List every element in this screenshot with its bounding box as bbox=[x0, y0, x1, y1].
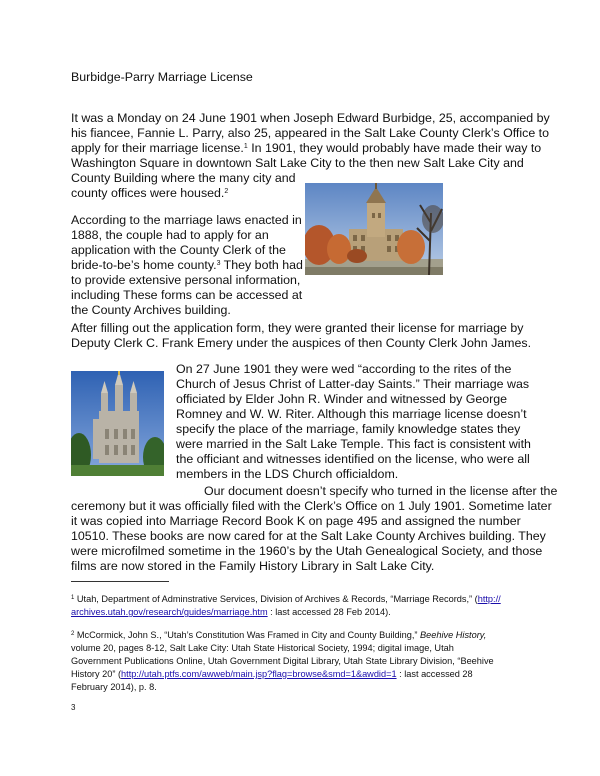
paragraph-line: ceremony but it was officially filed with the Clerk’s Office on 1 July 1901. Sometime later bbox=[71, 499, 552, 513]
paragraph-line: Church of Jesus Christ of Latter-day Saints.” Their marriage was bbox=[176, 377, 530, 391]
paragraph-line: Our document doesn’t specify who turned in the license after the bbox=[204, 484, 558, 498]
city-county-building-photo bbox=[305, 183, 443, 275]
paragraph-line: Romney and W. W. Riter. Although this marriage license doesn’t bbox=[176, 407, 527, 421]
paragraph-line: bride-to-be’s home county.$^3$ They both had bbox=[71, 258, 303, 272]
paragraph-line: to provide extensive personal information, bbox=[71, 273, 301, 287]
footnote-link[interactable]: http://utah.ptfs.com/awweb/main.jsp?flag=browse&smd=1&awdid=1 bbox=[121, 669, 397, 679]
paragraph-line: members in the LDS Church officialdom. bbox=[176, 467, 399, 481]
paragraph-line: his fiancee, Fannie L. Parry, also 25, appeared in the Salt Lake County Clerk’s Office to bbox=[71, 126, 549, 140]
paragraph-line: the County Archives building. bbox=[71, 303, 231, 317]
footnote-2-cont: February 2014), p. 8. bbox=[71, 682, 157, 692]
paragraph-line: including These forms can be accessed at bbox=[71, 288, 303, 302]
paragraph-line: county offices were housed.$^2$ bbox=[71, 186, 229, 200]
paragraph-line: films are now stored in the Family History Library in Salt Lake City. bbox=[71, 559, 435, 573]
footnote-2-cont: Government Publications Online, Utah Government Digital Library, Utah State Library Division, “Beehive bbox=[71, 656, 494, 666]
page-title: Burbidge-Parry Marriage License bbox=[71, 70, 253, 84]
paragraph-line: On 27 June 1901 they were wed “according to the rites of the bbox=[176, 362, 512, 376]
paragraph-line: It was a Monday on 24 June 1901 when Joseph Edward Burbidge, 25, accompanied by bbox=[71, 111, 550, 125]
paragraph-line: County Building where the many city and bbox=[71, 171, 296, 185]
paragraph-line: specify the place of the marriage, family knowledge states they bbox=[176, 422, 521, 436]
footnote-ref[interactable]: 2 bbox=[224, 188, 229, 195]
paragraph-line: After filling out the application form, they were granted their license for marriage by bbox=[71, 321, 524, 335]
footnote-2-cont: volume 20, pages 8-12, Salt Lake City: Utah State Historical Society, 1994; digital image, Utah bbox=[71, 643, 454, 653]
paragraph-line: According to the marriage laws enacted in bbox=[71, 213, 302, 227]
salt-lake-temple-photo bbox=[71, 371, 164, 476]
page-number: 3 bbox=[71, 703, 76, 712]
footnote-1-cont: archives.utah.gov/research/guides/marriage.htm : last accessed 28 Feb 2014). bbox=[71, 607, 391, 617]
paragraph-line: the officiant and witnesses identified on the license, who were all bbox=[176, 452, 530, 466]
paragraph-line: officiated by Elder John R. Winder and witnessed by George bbox=[176, 392, 508, 406]
footnote-ref[interactable]: 3 bbox=[216, 260, 221, 267]
footnote-link[interactable]: archives.utah.gov/research/guides/marriage.htm bbox=[71, 607, 268, 617]
footnote-1: $^1$ Utah, Department of Adminstrative Services, Division of Archives & Records, “Marriage Records,” (http:// bbox=[71, 594, 501, 604]
paragraph-line: 10510. These books are now cared for at the Salt Lake County Archives building. They bbox=[71, 529, 546, 543]
paragraph-line: were microfilmed sometime in the 1960’s by the Utah Genealogical Society, and those bbox=[71, 544, 543, 558]
paragraph-line: Deputy Clerk C. Frank Emery under the auspices of then County Clerk John James. bbox=[71, 336, 532, 350]
paragraph-line: it was copied into Marriage Record Book K on page 495 and assigned the number bbox=[71, 514, 521, 528]
paragraph-line: apply for their marriage license.$^1$ In 1901, they would probably have made their way to bbox=[71, 141, 542, 155]
footnote-ref[interactable]: 1 bbox=[243, 143, 248, 150]
paragraph-line: were married in the Salt Lake Temple. This fact is consistent with bbox=[176, 437, 531, 451]
footnote-2-cont: History 20” (http://utah.ptfs.com/awweb/main.jsp?flag=browse&smd=1&awdid=1 : last accessed 28 bbox=[71, 669, 473, 679]
paragraph-line: Washington Square in downtown Salt Lake City to the then new Salt Lake City and bbox=[71, 156, 524, 170]
paragraph-line: 1888, the couple had to apply for an bbox=[71, 228, 269, 242]
footnote-2: $^2$ McCormick, John S., “Utah’s Constitution Was Framed in City and County Building,” Beehive History, bbox=[71, 630, 487, 640]
footnote-link[interactable]: http:// bbox=[477, 594, 501, 604]
paragraph-line: application with the County Clerk of the bbox=[71, 243, 286, 257]
footnote-divider bbox=[71, 581, 169, 582]
